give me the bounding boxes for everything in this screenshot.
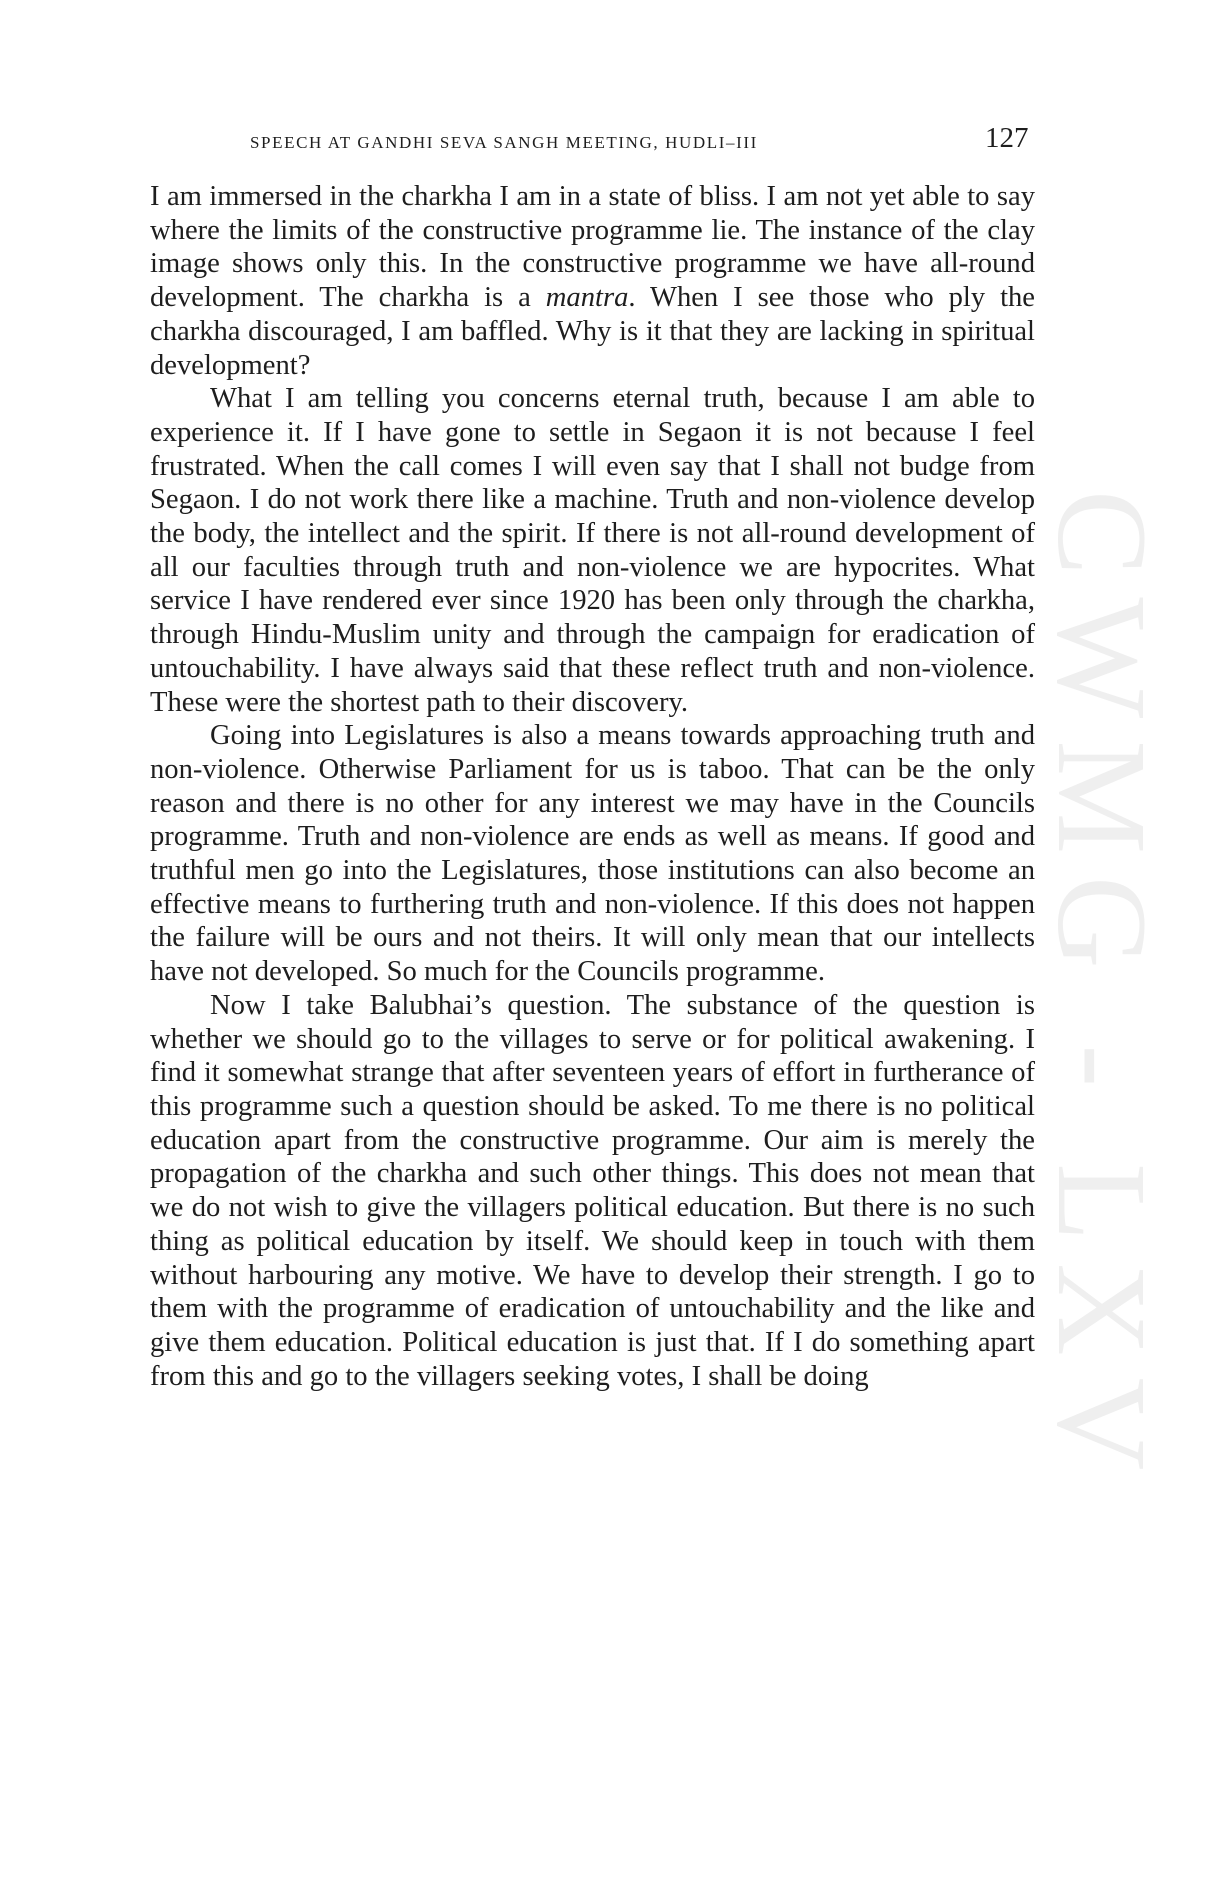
paragraph-1-part-3: . When I see those who ply the charkha discouraged, I am baffled. Why is it that they are lacking in spiritual development? [150, 282, 1035, 381]
paragraph-2: What I am telling you concerns eternal truth, because I am able to experience it. If I have gone to settle in Segaon it is not because I feel frustrated. When the call comes I will even say that I shall not budge from Segaon. I do not work there like a machine. Truth and non-violence develop the body, the intellect and the spirit. If there is not all-round development of all our faculties through truth and non-violence we are hypocrites. What service I have rendered ever since 1920 has been only through the charkha, through Hindu-Muslim unity and through the campaign for eradication of untouchability. I have always said that these reflect truth and non-violence. These were the shortest path to their discovery. [150, 383, 1035, 718]
paragraph-1-italic-mantra: mantra [545, 282, 629, 314]
body-text [150, 180, 1035, 1393]
paragraph-4: Now I take Balubhai’s question. The substance of the question is whether we should go to the villages to serve or for political awakening. I find it somewhat strange that after seventeen years of effort in furtherance of this programme such a question should be asked. To me there is no political education apart from the constructive programme. Our aim is merely the propagation of the charkha and such other things. This does not mean that we do not wish to give the villagers political education. But there is no such thing as political education by itself. We should keep in touch with them without harbouring any motive. We have to develop their strength. I go to them with the programme of eradication of untouchability and the like and give them education. Political education is just that. If I do something apart from this and go to the villagers seeking votes, I shall be doing [150, 989, 1035, 1392]
paragraph-1-part-1: I am immersed in the charkha I am in a state of bliss. I am not yet able to say where the limits of the constructive programme lie. The instance of the clay image shows only this. In the constructive programme we have all-round development. The charkha is a [150, 181, 1035, 314]
running-head [250, 132, 758, 154]
paragraph-3: Going into Legislatures is also a means towards approaching truth and non-violence. Otherwise Parliament for us is taboo. That can be the only reason and there is no other for any interest we may have in the Councils programme. Truth and non-violence are ends as well as means. If good and truthful men go into the Legislatures, those institutions can also become an effective means to furthering truth and non-violence. If this does not happen the failure will be ours and not theirs. It will only mean that our intellects have not developed. So much for the Councils programme. [150, 720, 1035, 988]
running-head-title: SPEECH AT GANDHI SEVA SANGH MEETING, HUDLI–III [250, 133, 758, 152]
paragraph-1 [150, 180, 1035, 382]
watermark: CWMG - LXV [1031, 490, 1173, 1493]
page-number: 127 [985, 122, 1029, 154]
